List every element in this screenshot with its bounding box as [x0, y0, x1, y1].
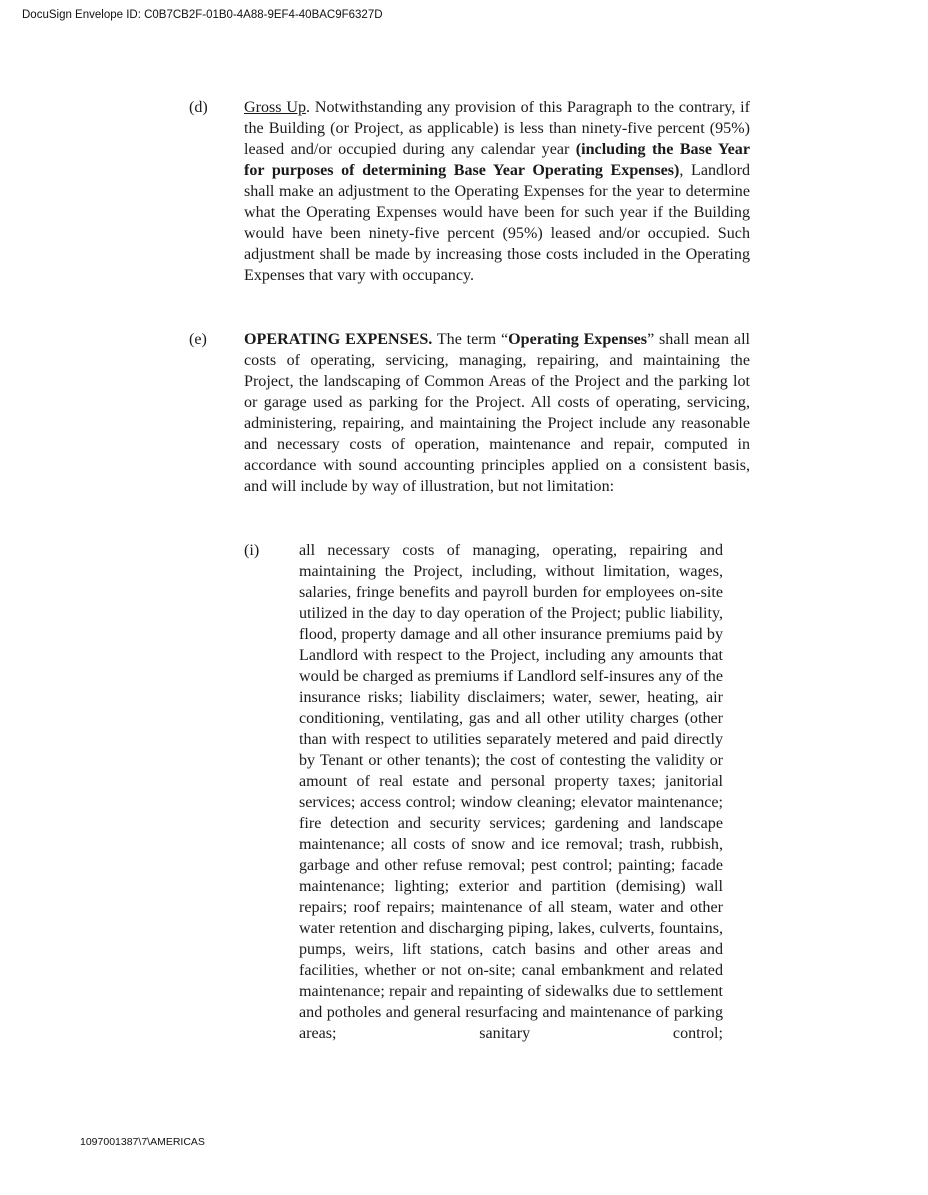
paragraph-e-text-2: ” shall mean all costs of operating, servicing, managing, repairing, and maintaining the Project, the landscaping of Common Areas of the Project and the parking lot or garage used as parking for the Project. All costs of operating, servicing, administering, repairing, and maintaining the Project include any reasonable and necessary costs of operation, maintenance and repair, computed in accordance with sound accounting principles applied on a consistent basis, and will include by way of illustration, but not limitation:	[244, 331, 751, 495]
paragraph-d-heading: Gross Up	[244, 99, 307, 116]
document-number-footer: 1097001387\7\AMERICAS	[80, 1136, 205, 1148]
paragraph-e-heading: OPERATING EXPENSES.	[244, 331, 433, 348]
docusign-envelope-id: DocuSign Envelope ID: C0B7CB2F-01B0-4A88-9EF4-40BAC9F6327D	[22, 9, 383, 21]
paragraph-d-text-1: . Notwithstanding any provision of this Paragraph to the contrary, if the Building (or Project, as applicable) is less than ninety-five percent (95%) leased and/or occupied during any calendar year	[244, 99, 751, 158]
paragraph-e-label: (e)	[189, 331, 207, 348]
paragraph-d-text-2: , Landlord shall make an adjustment to the Operating Expenses for the year to determine what the Operating Expenses would have been for such year if the Building would have been ninety-five percent (95%) leased and/or occupied. Such adjustment shall be made by increasing those costs included in the Operating Expenses that vary with occupancy.	[244, 162, 750, 284]
paragraph-i-text: all necessary costs of managing, operating, repairing and maintaining the Project, including, without limitation, wages, salaries, fringe benefits and payroll burden for employees on-site utilized in the day to day operation of the Project; public liability, flood, property damage and all other insurance premiums paid by Landlord with respect to the Project, including any amounts that would be charged as premiums if Landlord self-insures any of the insurance risks; liability disclaimers; water, sewer, heating, air conditioning, ventilating, gas and all other utility charges (other than with respect to utilities separately metered and paid directly by Tenant or other tenants); the cost of contesting the validity or amount of real estate and personal property taxes; janitorial services; access control; window cleaning; elevator maintenance; fire detection and security services; gardening and landscape maintenance; all costs of snow and ice removal; trash, rubbish, garbage and other refuse removal; pest control; painting; facade maintenance; lighting; exterior and partition (demising) wall repairs; roof repairs; maintenance of all steam, water and other water retention and discharging piping, lakes, culverts, fountains, pumps, weirs, lift stations, catch basins and other areas and facilities, whether or not on-site; canal embankment and related maintenance; repair and repainting of sidewalks due to settlement and potholes and general resurfacing and maintenance of parking areas; sanitary control;	[299, 542, 723, 1042]
paragraph-d-label: (d)	[189, 99, 208, 116]
paragraph-d-bold-text: (including the Base Year for purposes of determining Base Year Operating Expenses)	[244, 141, 750, 179]
paragraph-e-term: Operating Expenses	[508, 331, 648, 348]
paragraph-i-label: (i)	[244, 542, 260, 559]
paragraph-e-text	[244, 329, 750, 497]
paragraph-e-text-1: The term “	[432, 331, 509, 348]
paragraph-d-text	[244, 97, 750, 286]
